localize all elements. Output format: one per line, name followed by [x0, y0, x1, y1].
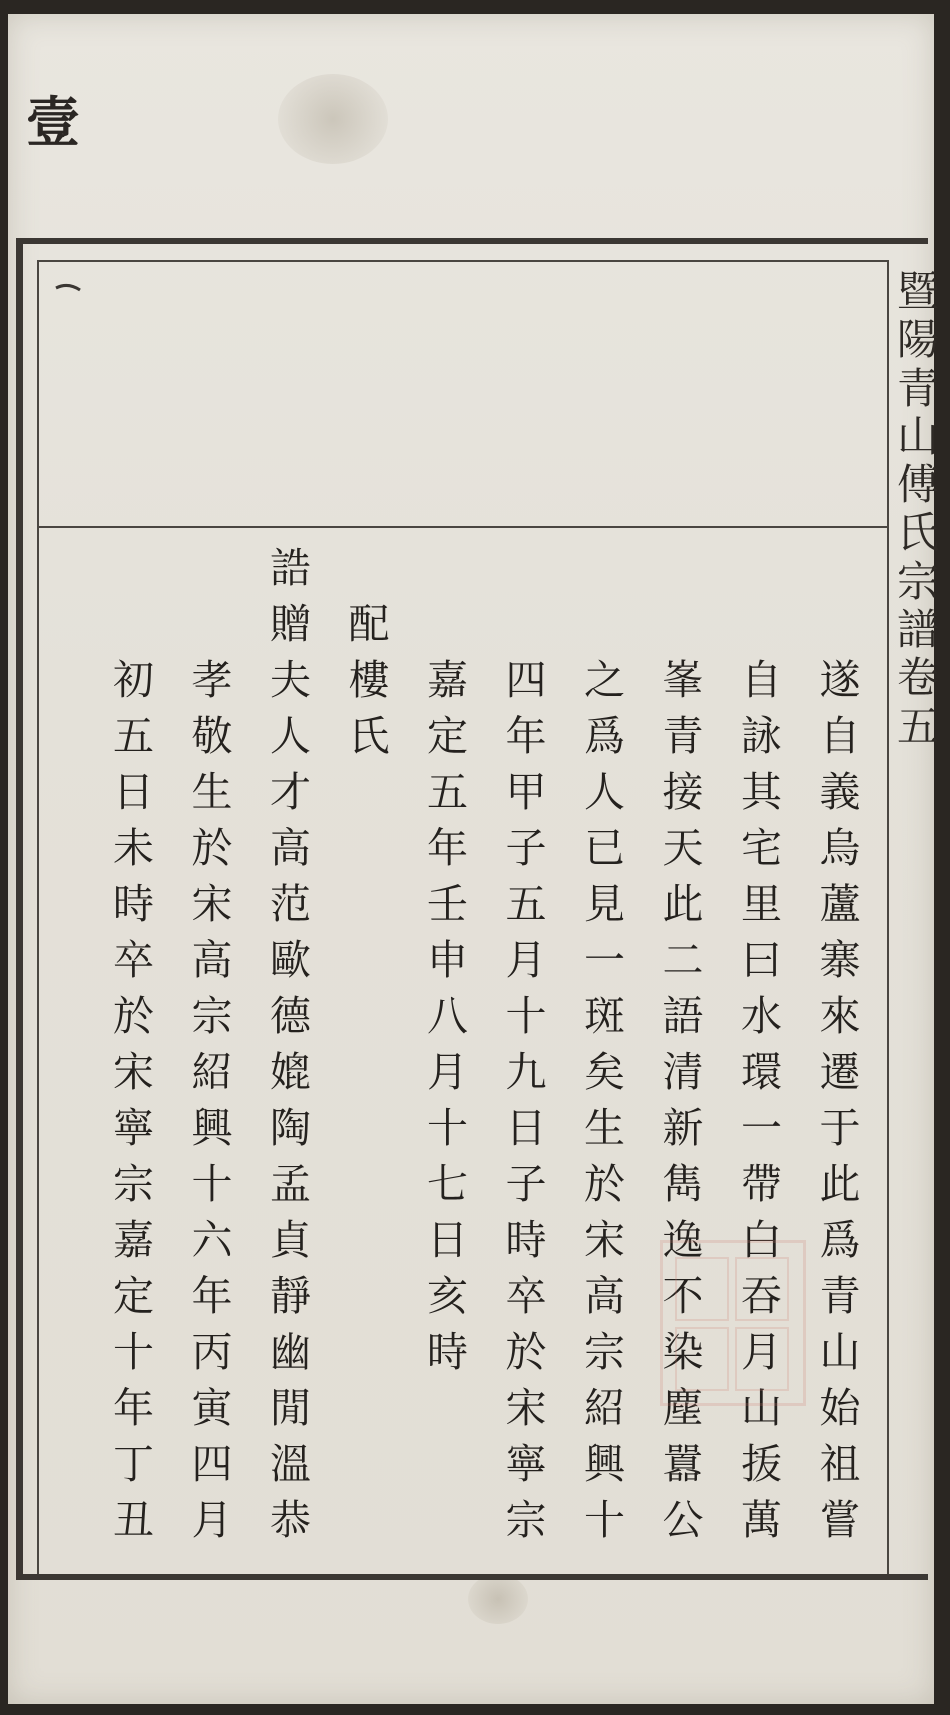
fishtail-mark-icon	[54, 276, 94, 306]
frame-inner-top-line	[37, 260, 889, 262]
frame-top-border	[16, 238, 928, 244]
header-space-rule	[37, 526, 889, 528]
margin-page-mark: 壹	[26, 91, 80, 154]
text-column: 嘉 定 五 年 壬 申 八 月 十 七 日 亥 時	[427, 656, 468, 1376]
frame-left-border	[16, 238, 23, 1580]
text-column: 孝 敬 生 於 宋 高 宗 紹 興 十 六 年 丙 寅 四 月	[191, 656, 233, 1544]
frame-inner-right-line	[887, 262, 889, 1574]
text-column: 初 五 日 未 時 卒 於 宋 寧 宗 嘉 定 十 年 丁 丑	[113, 656, 154, 1544]
text-column: 配 樓 氏	[348, 600, 390, 760]
text-column: 四 年 甲 子 五 月 十 九 日 子 時 卒 於 宋 寧 宗	[505, 656, 547, 1544]
frame-bottom-border	[16, 1574, 928, 1580]
paper-stain	[468, 1574, 528, 1624]
text-column: 峯 青 接 天 此 二 語 清 新 雋 逸 不 染 塵 囂 公	[662, 656, 704, 1544]
text-column: 之 爲 人 已 見 一 斑 矣 生 於 宋 高 宗 紹 興 十	[584, 656, 625, 1544]
text-column: 自 詠 其 宅 里 曰 水 環 一 帶 白 吞 月 山 㧞 萬	[741, 656, 782, 1544]
running-title: 暨 陽 青 山 傅 氏 宗 譜 卷 五	[896, 267, 939, 751]
text-column: 遂 自 義 烏 蘆 寨 來 遷 于 此 爲 青 山 始 祖 嘗	[819, 656, 861, 1544]
red-seal-stamp	[660, 1240, 806, 1406]
frame-inner-left-line	[37, 262, 39, 1574]
paper-stain	[278, 74, 388, 164]
text-column: 誥 贈 夫 人 才 高 范 歐 德 媲 陶 孟 貞 靜 幽 閒 溫 恭	[270, 544, 311, 1544]
